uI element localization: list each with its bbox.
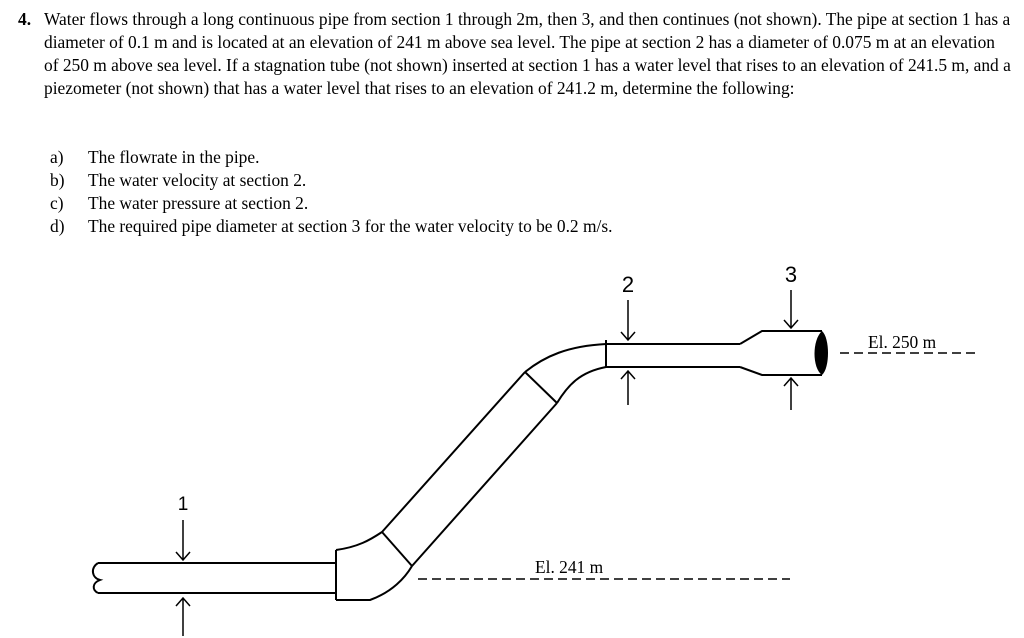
section-2-label: 2 [621,272,635,297]
part-text: The required pipe diameter at section 3 for the water velocity to be 0.2 m/s. [88,216,613,236]
problem-text: Water flows through a long continuous pipe from section 1 through 2m, then 3, and then continues (not shown). The pipe at section 1 has a diameter of 0.1 m and is located at an elevation of 241 m above sea level. The pipe at section 2 has a diameter of 0.075 m at an elevation of 250 m above sea level. If a stagnation tube (not shown) inserted at section 1 has a water level that rises to an elevation of 241.5 m, and a piezometer (not shown) that has a water level that rises to an elevation of 241.2 m, determine the following: [44,9,1011,98]
part-text: The water pressure at section 2. [88,193,309,213]
lower-pipe [98,563,336,593]
sloped-pipe [382,372,557,566]
problem-number: 4. [18,9,32,29]
arrow-up-icon [176,598,190,636]
upper-pipe [606,344,740,367]
arrow-down-icon [784,290,798,328]
part-label: b) [50,170,65,190]
part-text: The water velocity at section 2. [88,170,307,190]
part-label: c) [50,193,64,213]
upper-elbow [525,344,606,403]
lower-elbow-joint [382,532,412,566]
arrow-up-icon [621,371,635,405]
section-3-label: 3 [784,262,798,287]
pipe-end-cap [815,331,829,375]
elevation-high-label: El. 250 m [868,332,937,352]
part-label: a) [50,147,64,167]
expansion [740,331,822,375]
lower-pipe-break [93,563,100,593]
lower-elbow [336,532,412,600]
arrow-down-icon [176,520,190,560]
elevation-low-label: El. 241 m [535,557,604,577]
upper-elbow-joint [525,372,557,403]
part-label: d) [50,216,65,236]
arrow-up-icon [784,378,798,410]
arrow-down-icon [621,300,635,340]
part-text: The flowrate in the pipe. [88,147,260,167]
section-1-label: 1 [177,494,189,515]
